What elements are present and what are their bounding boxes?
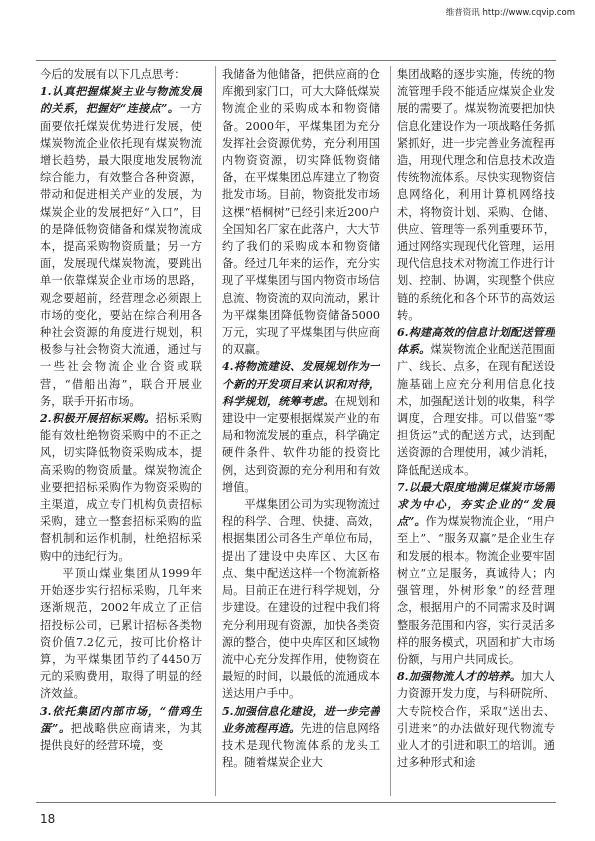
paragraph-text: 在规划和建设中一定要根据煤炭产业的布局和物流发展的重点，科学确定硬件条件、软件功能的投资比例，达到资源的充分利用和有效增值。 <box>222 394 380 494</box>
paragraph-text: 作为煤炭物流企业，“用户至上”、“服务双赢”是企业生存和发展的根本。物流企业要牢固树立“立足服务，真诚待人；内强管理，外树形象”的经营理念，根据用户的不同需求及时调整服务范围和内容，实行灵活多样的服务模式，巩固和扩大市场份额，与用户共同成长。 <box>397 515 555 666</box>
section-heading: 1.认真把握煤炭主业与物流发展的关系，把握好“连接点”。 <box>40 85 202 116</box>
text-column-3 <box>390 66 555 796</box>
paragraph-text: 一方面要依托煤炭优势进行发展，使煤炭物流企业依托现有煤炭物流增长趋势，最大限度地发展物流综合能力，有效整合各种资源，带动和促进相关产业的发展，为煤炭企业的发展把好“入口”，目的是降低物资储备和煤炭物流成本，提高采购物资质量；另一方面，发展现代煤炭物流，要跳出单一依靠煤炭企业市场的思路，观念要超前，经营理念必须跟上市场的变化，要站在综合利用各种社会资源的角度进行规划，积极参与社会物资大流通，通过与一些社会物流企业合资或联营，“借船出海”，联合开展业务，联手开拓市场。 <box>40 102 202 408</box>
paragraph: 平煤集团公司为实现物流过程的科学、合理、快捷、高效，根据集团公司各生产单位布局，提出了建设中央库区、大区布点、集中配送这样一个物流新格局。目前正在进行科学规划，分步建设。在建设的过程中我们将充分利用现有资源，加快各类资源的整合，使中央库区和区域物流中心充分发挥作用，使物资在最短的时间，以最低的流通成本送达用户手中。 <box>222 498 380 701</box>
paragraph-text: 煤炭物流企业配送范围面广、线长、点多，在现有配送设施基础上应充分利用信息化技术，加强配送计划的收集，科学调度，合理安排。可以借鉴“零担货运”式的配送方式，达到配送资源的合理使用，减少消耗，降低配送成本。 <box>397 343 555 477</box>
footer-rule <box>36 802 556 803</box>
section-heading: 5.加强信息化建设，进一步完善业务流程再造。 <box>222 704 380 735</box>
page-number: 18 <box>40 812 56 826</box>
paragraph: 平顶山煤业集团从1999年开始逐步实行招标采购，几年来逐渐规范，2002年成立了正信招投标公司，已累计招标各类物资价值7.2亿元，按可比价格计算，为平煤集团节约了4450万元的采购费用，取得了明显的经济效益。 <box>40 566 202 701</box>
section-heading: 4.将物流建设、发展规划作为一个新的开发项目来认识和对待，科学规划，统筹考虑。 <box>222 360 380 408</box>
paragraph: 今后的发展有以下几点思考： <box>40 68 186 81</box>
paragraph-text: 加大人力资源开发力度，与科研院所、大专院校合作，采取“送出去、引进来”的办法做好现代物流专业人才的引进和职工的培训。通过多种形式和途 <box>397 670 555 770</box>
text-column-1 <box>40 66 202 796</box>
section-heading: 2.积极开展招标采购。 <box>40 412 156 426</box>
section-heading: 8.加强物流人才的培养。 <box>397 670 521 684</box>
paragraph: 集团战略的逐步实施，传统的物流管理手段不能适应煤炭企业发展的需要了。煤炭物流要把加快信息化建设作为一项战略任务抓紧抓好，进一步完善业务流程再造，用现代理念和信息技术改造传统物流体系。尽快实现物资信息网络化，利用计算机网络技术，将物资计划、采购、仓储、供应、管理等一系列重要环节，通过网络实现现代化管理，运用现代信息技术对物流工作进行计划、控制、协调，实现整个供应链的系统化和各个环节的高效运转。 <box>397 68 555 322</box>
article-body <box>40 66 555 796</box>
text-column-2 <box>215 66 380 796</box>
paragraph: 我储备为他储备，把供应商的仓库搬到家门口，可大大降低煤炭物流企业的采购成本和物资储备。2000年，平煤集团为充分发挥社会资源优势，充分利用国内物资资源，切实降低物资储备，在平煤集团总库建立了物资批发市场。目前，物资批发市场这棵“梧桐树”已经引来近200户全国知名厂家在此落户，大大节约了我们的采购成本和物资储备。经过几年来的运作，充分实现了平煤集团与国内物资市场信息流、物资流的双向流动，累计为平煤集团降低物资储备5000万元，实现了平煤集团与供应商的双赢。 <box>222 68 380 357</box>
header-rule <box>36 60 556 61</box>
paragraph-text: 先进的信息网络技术是现代物流体系的龙头工程。随着煤炭企业大 <box>222 721 380 770</box>
paragraph-text: 把战略供应商请来，为其提供良好的经营环境，变 <box>40 721 202 752</box>
section-heading: 7.以最大限度地满足煤炭市场需求为中心，夯实企业的“发展点”。 <box>397 480 555 529</box>
page-header-source: 维普资讯 http://www.cqvip.com <box>445 8 575 18</box>
section-heading: 6.构建高效的信息计划配送管理体系。 <box>397 326 555 357</box>
paragraph-text: 招标采购能有效杜绝物资采购中的不正之风，切实降低物资采购成本，提高采购的物资质量。煤炭物流企业要把招标采购作为物资采购的主渠道，成立专门机构负责招标采购，建立一整套招标采购的监督机制和运作机制，杜绝招标采购中的违纪行为。 <box>40 412 202 563</box>
section-heading: 3.依托集团内部市场，“借鸡生蛋”。 <box>40 704 202 735</box>
